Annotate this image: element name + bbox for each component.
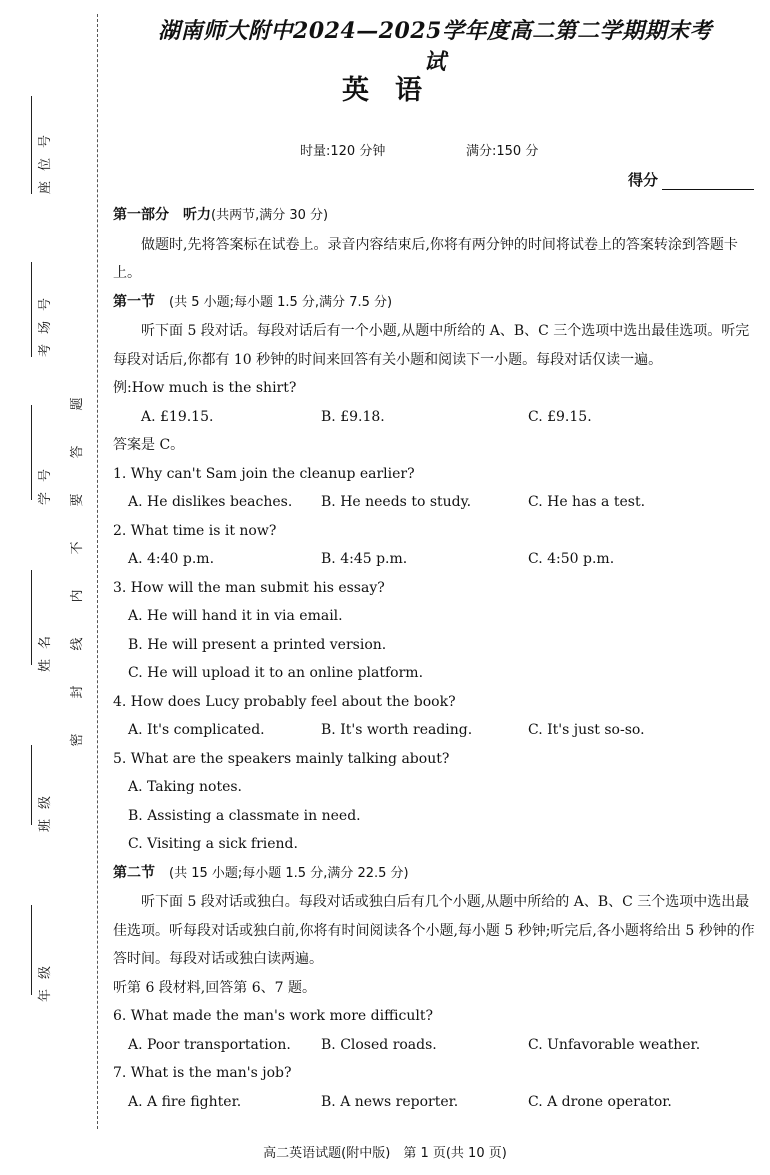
section1-heading [113,288,758,318]
subject-title: 英语 [342,75,448,106]
q3-option-b[interactable]: B. He will present a printed version. [128,636,387,653]
section1-heading-note: (共 5 小题;每小题 1.5 分,满分 7.5 分) [169,294,393,310]
q6-option-c[interactable]: C. Unfavorable weather. [528,1036,701,1053]
seal-char: 封 [70,685,85,699]
q6-option-a[interactable]: A. Poor transportation. [128,1036,291,1053]
question-6-options [113,1031,758,1060]
q4-option-b[interactable]: B. It's worth reading. [321,722,473,738]
student-no-rule [31,405,32,500]
grade-rule [31,905,32,995]
question-2: 2. What time is it now? [113,522,277,539]
seal-char: 题 [70,397,85,411]
example-option-b: B. £9.18. [321,408,385,425]
class-rule [31,745,32,825]
q1-option-a[interactable]: A. He dislikes beaches. [128,494,293,510]
seal-char: 密 [70,733,85,747]
part1-heading-note: (共两节,满分 30 分) [211,208,329,223]
question-4: 4. How does Lucy probably feel about the book? [113,693,456,710]
q3-option-c[interactable]: C. He will upload it to an online platform. [128,665,424,681]
section2-heading-note: (共 15 小题;每小题 1.5 分,满分 22.5 分) [169,865,409,881]
q4-option-c[interactable]: C. It's just so-so. [528,722,645,738]
example-option-a: A. £19.15. [141,408,214,425]
score-label: 得分 [628,171,659,189]
example-options [113,403,758,432]
question-3: 3. How will the man submit his essay? [113,579,385,596]
q1-option-b[interactable]: B. He needs to study. [321,494,472,510]
q7-option-a[interactable]: A. A fire fighter. [128,1093,242,1110]
seal-char: 不 [70,541,85,555]
seal-char: 线 [70,637,85,651]
question-7: 7. What is the man's job? [113,1065,292,1081]
score-blank[interactable] [662,175,754,190]
q5-option-c[interactable]: C. Visiting a sick friend. [128,836,298,852]
section1-heading-text: 第一节 [113,293,155,310]
q1-option-c[interactable]: C. He has a test. [528,494,646,510]
example-option-c: C. £9.15. [528,408,592,425]
name-label: 姓名 [38,625,53,672]
q7-option-b[interactable]: B. A news reporter. [321,1093,459,1110]
seal-char: 答 [70,445,85,459]
q3-option-a[interactable]: A. He will hand it in via email. [128,608,343,624]
question-1-options [113,488,758,517]
q5-option-a[interactable]: A. Taking notes. [128,779,242,795]
seal-char: 要 [70,493,85,507]
q5-option-b[interactable]: B. Assisting a classmate in need. [128,807,361,824]
page-footer: 高二英语试题(附中版) 第 1 页(共 10 页) [263,1146,507,1161]
q7-option-c[interactable]: C. A drone operator. [528,1093,672,1110]
question-1: 1. Why can't Sam join the cleanup earlier? [113,465,415,482]
seal-char: 内 [70,589,85,603]
section2-heading-text: 第二节 [113,864,155,881]
seal-line-text [70,380,100,764]
question-6: 6. What made the man's work more difficult? [113,1008,433,1024]
question-4-options [113,716,758,745]
question-2-options [113,545,758,574]
material-6-intro: 听第 6 段材料,回答第 6、7 题。 [113,979,316,996]
full-score: 满分:150 分 [466,144,539,159]
student-no-label: 学号 [38,458,53,505]
example-question: 例:How much is the shirt? [113,380,297,396]
q2-option-b[interactable]: B. 4:45 p.m. [321,551,408,567]
question-7-options [113,1088,758,1117]
q2-option-c[interactable]: C. 4:50 p.m. [528,551,615,567]
seat-rule [31,96,32,194]
section2-heading [113,859,758,889]
q2-option-a[interactable]: A. 4:40 p.m. [128,551,215,567]
part1-instruction: 做题时,先将答案标在试卷上。录音内容结束后,你将有两分钟的时间将试卷上的答案转涂到答题卡上。 [113,236,738,281]
seat-label: 座位号 [38,124,53,194]
room-label: 考场号 [38,287,53,357]
part1-heading-text: 第一部分 听力 [113,207,211,223]
section1-instruction: 听下面 5 段对话。每段对话后有一个小题,从题中所给的 A、B、C 三个选项中选出最佳选项。听完每段对话后,你都有 10 秒钟的时间来回答有关小题和阅读下一小题。每段对话仅读一遍。 [113,323,750,368]
grade-label: 年级 [38,955,53,1002]
time-limit: 时量:120 分钟 [300,144,386,159]
exam-title: 湖南师大附中2024—2025学年度高二第二学期期末考试 [158,18,712,75]
example-answer: 答案是 C。 [113,437,185,453]
exam-content [113,201,758,1116]
class-label: 班级 [38,785,53,832]
section2-instruction: 听下面 5 段对话或独白。每段对话或独白后有几个小题,从题中所给的 A、B、C 三个选项中选出最佳选项。听每段对话或独白前,你将有时间阅读各个小题,每小题 5 秒钟;听完后,各小题将给出 5 秒钟的作答时间。每段对话或独白读两遍。 [113,894,755,967]
score-field[interactable] [628,169,754,190]
q6-option-b[interactable]: B. Closed roads. [321,1036,437,1053]
name-rule [31,570,32,665]
room-rule [31,262,32,357]
part1-heading [113,201,758,231]
question-5: 5. What are the speakers mainly talking about? [113,750,450,767]
q4-option-a[interactable]: A. It's complicated. [128,722,265,738]
